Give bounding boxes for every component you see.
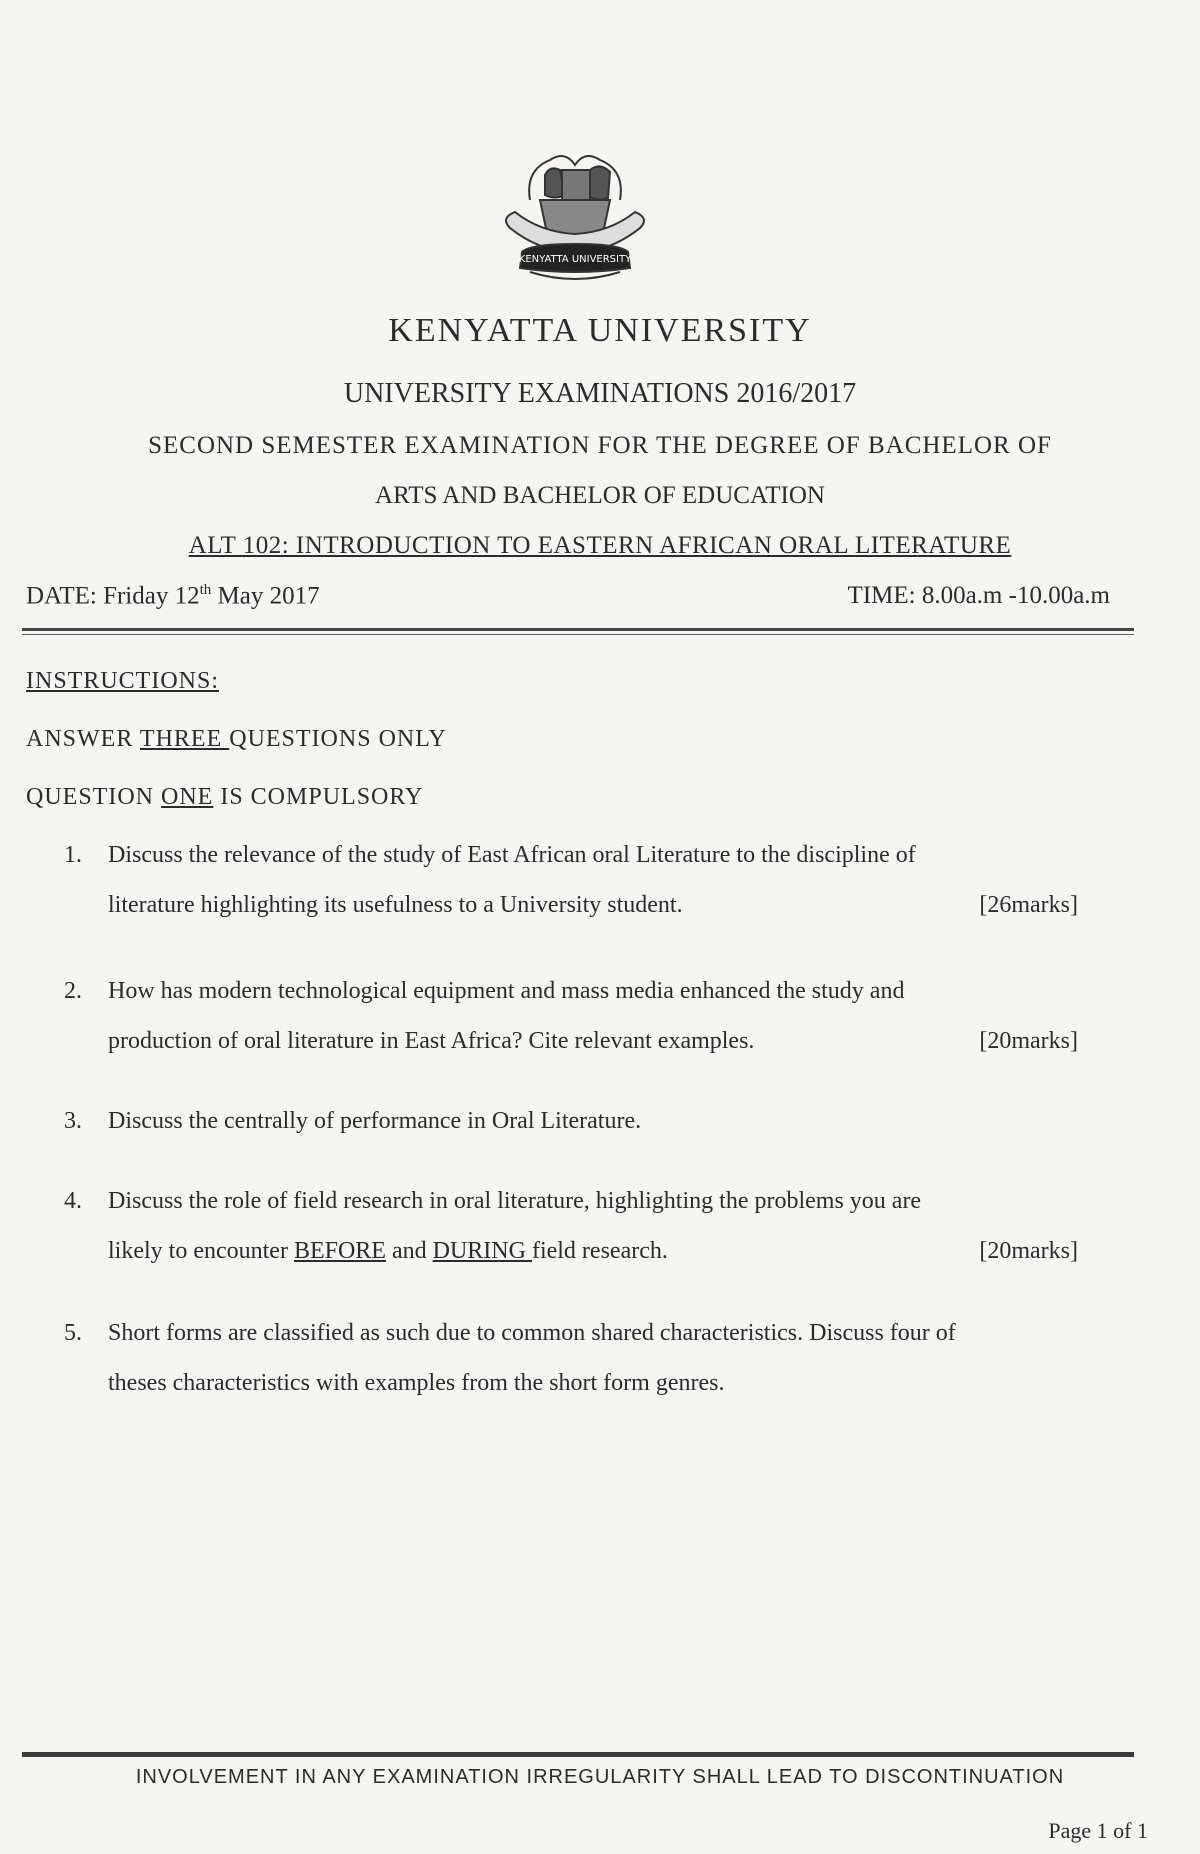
compulsory-pre: QUESTION [26, 784, 161, 810]
question-number: 4. [64, 1188, 82, 1214]
question-text-line2: production of oral literature in East Africa? Cite relevant examples. [108, 1028, 755, 1054]
compulsory-post: IS COMPULSORY [213, 784, 424, 810]
compulsory-number: ONE [161, 784, 214, 810]
text-mid: and [385, 1238, 433, 1264]
exam-time: TIME: 8.00a.m -10.00a.m [847, 582, 1110, 609]
footer-divider [22, 1752, 1134, 1757]
question-text-line2 [108, 1238, 668, 1265]
compulsory-instruction [26, 784, 423, 811]
question-number: 3. [64, 1108, 82, 1134]
question-number: 5. [64, 1320, 82, 1346]
question-text-line1: How has modern technological equipment and mass media enhanced the study and [108, 978, 905, 1004]
course-title: ALT 102: INTRODUCTION TO EASTERN AFRICAN ORAL LITERATURE [188, 532, 1012, 559]
question-text-line1: Short forms are classified as such due to common shared characteristics. Discuss four of [108, 1320, 956, 1346]
answer-post: QUESTIONS ONLY [229, 726, 447, 752]
emphasis-before: BEFORE [293, 1238, 386, 1264]
degree-line-1: SECOND SEMESTER EXAMINATION FOR THE DEGREE OF BACHELOR OF [148, 432, 1052, 459]
question-text-line1: Discuss the centrally of performance in Oral Literature. [108, 1108, 642, 1134]
irregularity-notice: INVOLVEMENT IN ANY EXAMINATION IRREGULARITY SHALL LEAD TO DISCONTINUATION [135, 1766, 1065, 1788]
university-crest-logo [470, 140, 680, 300]
header-divider [22, 628, 1134, 631]
page-number: Page 1 of 1 [1048, 1818, 1148, 1843]
emphasis-during: DURING [432, 1238, 532, 1264]
text-pre: likely to encounter [108, 1238, 294, 1264]
header-divider-thin [22, 634, 1134, 635]
date-month-year: May 2017 [211, 582, 320, 610]
answer-count: THREE [139, 726, 230, 752]
exam-session-title: UNIVERSITY EXAMINATIONS 2016/2017 [343, 378, 857, 409]
text-post: field research. [531, 1238, 668, 1264]
date-label: DATE: Friday 12 [26, 582, 200, 610]
university-name: KENYATTA UNIVERSITY [388, 312, 812, 349]
question-number: 2. [64, 978, 82, 1004]
exam-date [26, 582, 320, 610]
instructions-heading: INSTRUCTIONS: [26, 668, 220, 694]
question-number: 1. [64, 842, 82, 868]
date-suffix: th [199, 582, 212, 598]
crest-text: KENYATTA UNIVERSITY [518, 254, 632, 265]
question-text-line2: theses characteristics with examples from the short form genres. [108, 1370, 725, 1396]
question-marks: [20marks] [979, 1238, 1078, 1264]
question-text-line1: Discuss the role of field research in oral literature, highlighting the problems you are [108, 1188, 922, 1214]
answer-instruction [26, 726, 447, 753]
question-marks: [26marks] [979, 892, 1078, 918]
question-text-line1: Discuss the relevance of the study of East African oral Literature to the discipline of [108, 842, 916, 868]
degree-line-2: ARTS AND BACHELOR OF EDUCATION [375, 482, 825, 509]
question-text-line2: literature highlighting its usefulness to a University student. [108, 892, 683, 918]
answer-pre: ANSWER [26, 726, 140, 752]
question-marks: [20marks] [979, 1028, 1078, 1054]
